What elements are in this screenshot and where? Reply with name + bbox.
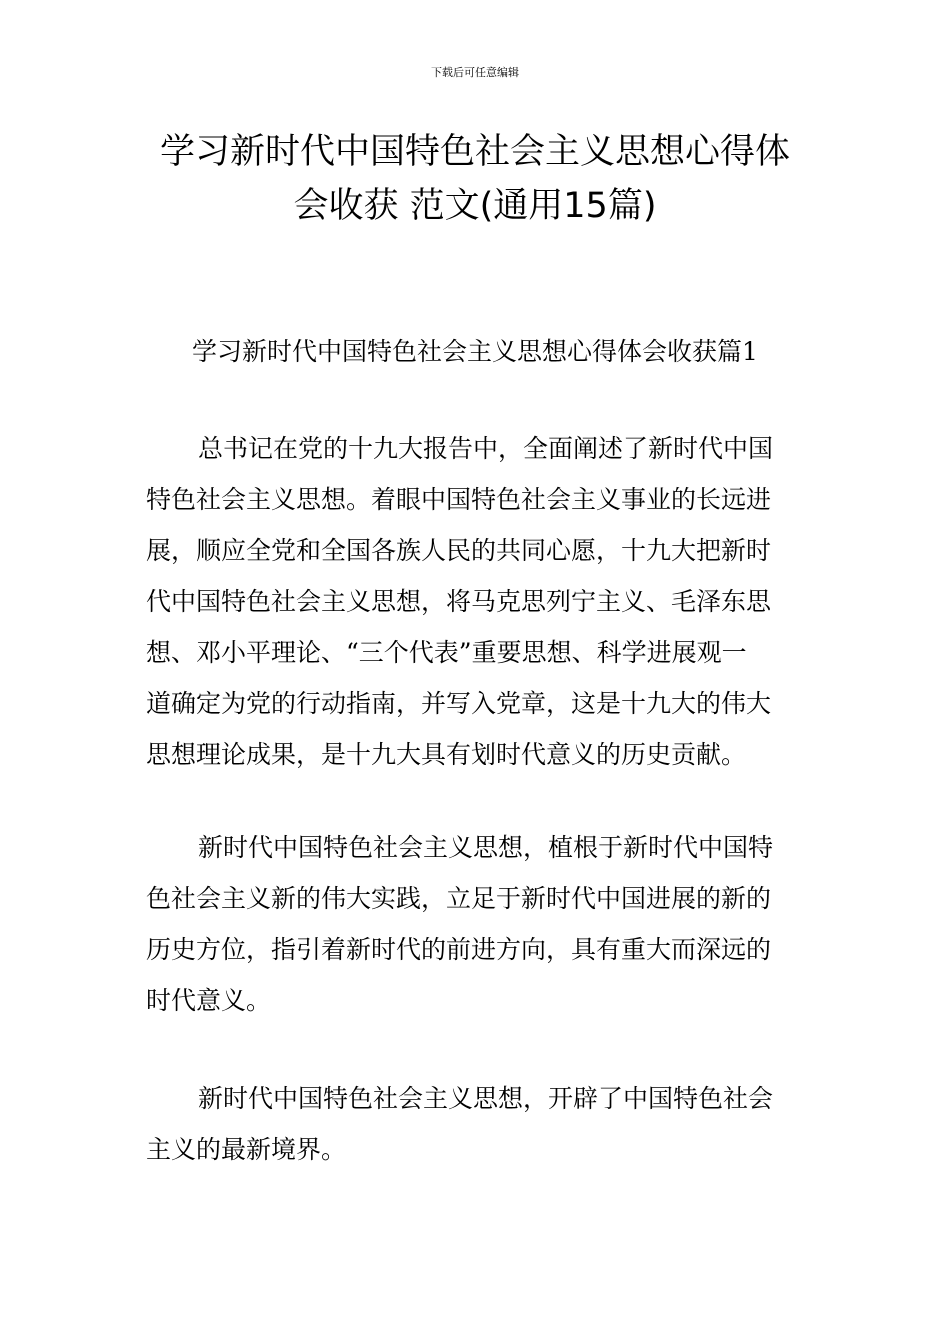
paragraph-line: 新时代中国特色社会主义思想，植根于新时代中国特 — [198, 833, 774, 862]
document-title — [100, 125, 850, 233]
paragraph-2 — [146, 822, 806, 1026]
title-line-2: 会收获 范文(通用15篇) — [293, 186, 657, 226]
paragraph-3 — [146, 1073, 806, 1175]
paragraph-line: 历史方位，指引着新时代的前进方向，具有重大而深远的 — [146, 935, 772, 964]
header-note: 下载后可任意编辑 — [431, 66, 519, 79]
paragraph-line: 思想理论成果，是十九大具有划时代意义的历史贡献。 — [146, 740, 747, 769]
section-heading: 学习新时代中国特色社会主义思想心得体会收获篇1 — [192, 337, 758, 366]
paragraph-line: 新时代中国特色社会主义思想，开辟了中国特色社会 — [198, 1084, 774, 1113]
paragraph-1 — [146, 423, 806, 780]
paragraph-line: 道确定为党的行动指南，并写入党章，这是十九大的伟大 — [146, 689, 772, 718]
paragraph-line: 总书记在党的十九大报告中，全面阐述了新时代中国 — [198, 434, 774, 463]
paragraph-line: 想、邓小平理论、“三个代表”重要思想、科学进展观一 — [146, 638, 747, 667]
paragraph-line: 主义的最新境界。 — [146, 1135, 347, 1164]
paragraph-line: 展，顺应全党和全国各族人民的共同心愿，十九大把新时 — [146, 536, 772, 565]
paragraph-line: 特色社会主义思想。着眼中国特色社会主义事业的长远进 — [146, 485, 772, 514]
paragraph-line: 时代意义。 — [146, 986, 272, 1015]
paragraph-line: 代中国特色社会主义思想，将马克思列宁主义、毛泽东思 — [146, 587, 772, 616]
title-line-1: 学习新时代中国特色社会主义思想心得体 — [159, 132, 790, 172]
paragraph-line: 色社会主义新的伟大实践，立足于新时代中国进展的新的 — [146, 884, 772, 913]
